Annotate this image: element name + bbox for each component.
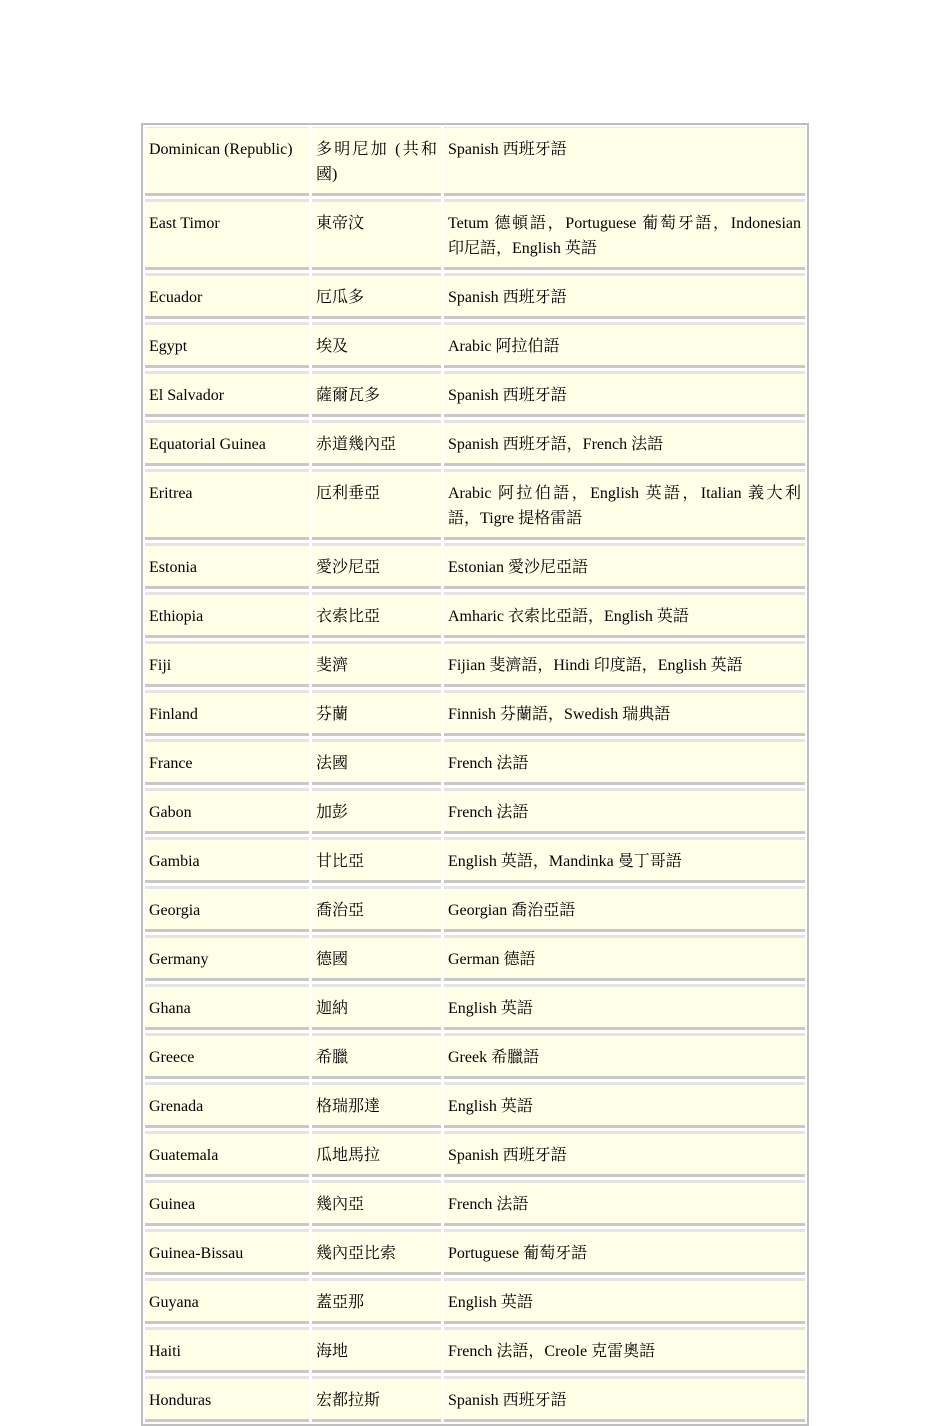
- table-row: [145, 739, 805, 785]
- table-row: [145, 1082, 805, 1128]
- languages-cell: Greek 希臘語: [444, 1033, 805, 1079]
- country-name-cell: Ghana: [145, 984, 309, 1030]
- chinese-name-cell: 格瑞那達: [312, 1082, 441, 1128]
- country-name-cell: Finland: [145, 690, 309, 736]
- table-row: [145, 543, 805, 589]
- table-row: [145, 1327, 805, 1373]
- country-name-cell: Dominican (Republic): [145, 127, 309, 196]
- country-name-cell: Fiji: [145, 641, 309, 687]
- country-name-cell: Guatemala: [145, 1131, 309, 1177]
- table-row: [145, 1229, 805, 1275]
- languages-cell: Estonian 愛沙尼亞語: [444, 543, 805, 589]
- languages-cell: Spanish 西班牙語: [444, 1376, 805, 1422]
- country-name-cell: Georgia: [145, 886, 309, 932]
- languages-cell: French 法語，Creole 克雷奧語: [444, 1327, 805, 1373]
- chinese-name-cell: 芬蘭: [312, 690, 441, 736]
- chinese-name-cell: 加彭: [312, 788, 441, 834]
- country-name-cell: Germany: [145, 935, 309, 981]
- languages-cell: English 英語: [444, 984, 805, 1030]
- country-name-cell: El Salvador: [145, 371, 309, 417]
- country-name-cell: Honduras: [145, 1376, 309, 1422]
- table-row: [145, 1278, 805, 1324]
- chinese-name-cell: 東帝汶: [312, 199, 441, 270]
- chinese-name-cell: 愛沙尼亞: [312, 543, 441, 589]
- languages-cell: French 法語: [444, 1180, 805, 1226]
- chinese-name-cell: 海地: [312, 1327, 441, 1373]
- chinese-name-cell: 幾內亞: [312, 1180, 441, 1226]
- country-name-cell: Egypt: [145, 322, 309, 368]
- chinese-name-cell: 宏都拉斯: [312, 1376, 441, 1422]
- country-name-cell: Guinea-Bissau: [145, 1229, 309, 1275]
- languages-cell: Arabic 阿拉伯語: [444, 322, 805, 368]
- languages-cell: English 英語: [444, 1278, 805, 1324]
- table-row: [145, 199, 805, 270]
- table-row: [145, 837, 805, 883]
- chinese-name-cell: 法國: [312, 739, 441, 785]
- chinese-name-cell: 迦納: [312, 984, 441, 1030]
- languages-cell: English 英語，Mandinka 曼丁哥語: [444, 837, 805, 883]
- chinese-name-cell: 埃及: [312, 322, 441, 368]
- table-row: [145, 1376, 805, 1422]
- chinese-name-cell: 希臘: [312, 1033, 441, 1079]
- country-language-table: [141, 123, 809, 1426]
- languages-cell: Fijian 斐濟語，Hindi 印度語，English 英語: [444, 641, 805, 687]
- languages-cell: French 法語: [444, 739, 805, 785]
- table-row: [145, 371, 805, 417]
- languages-cell: Spanish 西班牙語: [444, 127, 805, 196]
- chinese-name-cell: 多明尼加 (共和國): [312, 127, 441, 196]
- table-row: [145, 690, 805, 736]
- table-row: [145, 1180, 805, 1226]
- languages-cell: Portuguese 葡萄牙語: [444, 1229, 805, 1275]
- country-name-cell: Estonia: [145, 543, 309, 589]
- table-row: [145, 1131, 805, 1177]
- country-name-cell: Guinea: [145, 1180, 309, 1226]
- languages-cell: Finnish 芬蘭語，Swedish 瑞典語: [444, 690, 805, 736]
- languages-cell: Amharic 衣索比亞語，English 英語: [444, 592, 805, 638]
- country-name-cell: Guyana: [145, 1278, 309, 1324]
- chinese-name-cell: 斐濟: [312, 641, 441, 687]
- chinese-name-cell: 蓋亞那: [312, 1278, 441, 1324]
- table-row: [145, 127, 805, 196]
- languages-cell: Spanish 西班牙語: [444, 371, 805, 417]
- country-name-cell: Gambia: [145, 837, 309, 883]
- country-name-cell: Grenada: [145, 1082, 309, 1128]
- chinese-name-cell: 赤道幾內亞: [312, 420, 441, 466]
- languages-cell: Arabic 阿拉伯語，English 英語，Italian 義大利語，Tigre 提格雷語: [444, 469, 805, 540]
- languages-cell: Spanish 西班牙語: [444, 1131, 805, 1177]
- country-name-cell: Haiti: [145, 1327, 309, 1373]
- chinese-name-cell: 德國: [312, 935, 441, 981]
- table-row: [145, 469, 805, 540]
- table-row: [145, 886, 805, 932]
- country-name-cell: East Timor: [145, 199, 309, 270]
- chinese-name-cell: 厄瓜多: [312, 273, 441, 319]
- country-name-cell: Ethiopia: [145, 592, 309, 638]
- country-name-cell: Gabon: [145, 788, 309, 834]
- chinese-name-cell: 喬治亞: [312, 886, 441, 932]
- country-name-cell: Greece: [145, 1033, 309, 1079]
- country-name-cell: Ecuador: [145, 273, 309, 319]
- languages-cell: German 德語: [444, 935, 805, 981]
- table-row: [145, 935, 805, 981]
- languages-cell: Georgian 喬治亞語: [444, 886, 805, 932]
- chinese-name-cell: 衣索比亞: [312, 592, 441, 638]
- languages-cell: French 法語: [444, 788, 805, 834]
- table-row: [145, 322, 805, 368]
- chinese-name-cell: 幾內亞比索: [312, 1229, 441, 1275]
- chinese-name-cell: 厄利垂亞: [312, 469, 441, 540]
- table-row: [145, 273, 805, 319]
- table-row: [145, 1033, 805, 1079]
- table-row: [145, 788, 805, 834]
- table-row: [145, 641, 805, 687]
- country-name-cell: Equatorial Guinea: [145, 420, 309, 466]
- country-name-cell: Eritrea: [145, 469, 309, 540]
- languages-cell: Spanish 西班牙語: [444, 273, 805, 319]
- chinese-name-cell: 瓜地馬拉: [312, 1131, 441, 1177]
- languages-cell: English 英語: [444, 1082, 805, 1128]
- languages-cell: Tetum 德頓語，Portuguese 葡萄牙語，Indonesian 印尼語，English 英語: [444, 199, 805, 270]
- table-row: [145, 592, 805, 638]
- chinese-name-cell: 甘比亞: [312, 837, 441, 883]
- country-name-cell: France: [145, 739, 309, 785]
- table-row: [145, 984, 805, 1030]
- chinese-name-cell: 薩爾瓦多: [312, 371, 441, 417]
- languages-cell: Spanish 西班牙語，French 法語: [444, 420, 805, 466]
- table-row: [145, 420, 805, 466]
